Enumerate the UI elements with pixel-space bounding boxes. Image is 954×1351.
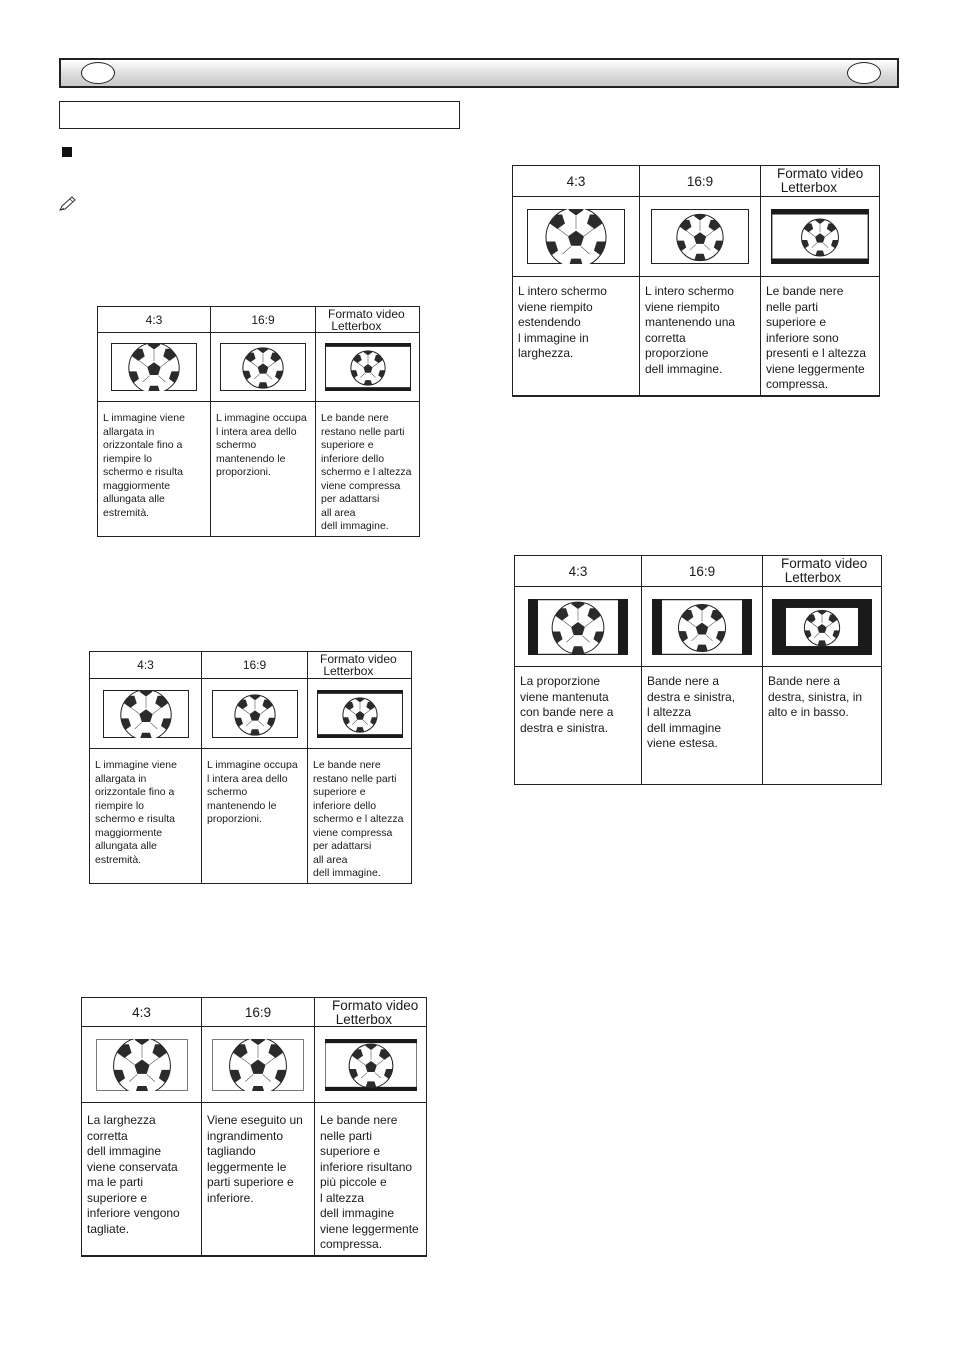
square-bullet-icon <box>62 147 72 157</box>
header-left-oval <box>81 62 115 84</box>
soccer-ball-screen-icon <box>652 599 752 655</box>
screen-letterbox <box>761 197 880 277</box>
soccer-ball-screen-icon <box>212 1039 304 1091</box>
soccer-ball-screen-icon <box>325 343 411 391</box>
caption-4-3: L intero schermo viene riempito estendendo l immagine in larghezza. <box>513 277 640 396</box>
soccer-ball-screen-icon <box>528 599 628 655</box>
caption-letterbox: Bande nere a destra, sinistra, in alto e in basso. <box>763 667 882 785</box>
format-table-1 <box>97 306 420 537</box>
screen-16-9 <box>640 197 761 277</box>
screen-4-3 <box>513 197 640 277</box>
caption-16-9: Viene eseguito un ingrandimento tagliando leggermente le parti superiore e inferiore. <box>202 1103 315 1256</box>
screen-16-9 <box>642 587 763 667</box>
header-4-3: 4:3 <box>515 556 642 587</box>
screen-letterbox <box>308 679 412 749</box>
soccer-ball-screen-icon <box>212 690 298 738</box>
soccer-ball-screen-icon <box>771 209 869 264</box>
caption-16-9: Bande nere a destra e sinistra, l altezza dell immagine viene estesa. <box>642 667 763 785</box>
caption-4-3: L immagine viene allargata in orizzontale fino a riempire lo schermo e risulta maggiormente allungata alle estremità. <box>90 749 202 884</box>
screen-4-3 <box>98 333 211 402</box>
header-letterbox: Formato video Letterbox <box>316 307 420 333</box>
pencil-note-icon <box>58 196 76 212</box>
header-16-9: 16:9 <box>202 998 315 1027</box>
soccer-ball-screen-icon <box>325 1039 417 1091</box>
caption-letterbox: Le bande nere nelle parti superiore e inferiore sono presenti e l altezza viene leggermente compressa. <box>761 277 880 396</box>
header-16-9: 16:9 <box>202 652 308 679</box>
format-table-4 <box>512 165 880 397</box>
screen-16-9 <box>202 1027 315 1103</box>
header-letterbox: Formato video Letterbox <box>761 166 880 197</box>
header-16-9: 16:9 <box>640 166 761 197</box>
soccer-ball-screen-icon <box>651 209 749 264</box>
screen-4-3 <box>82 1027 202 1103</box>
header-16-9: 16:9 <box>211 307 316 333</box>
header-4-3: 4:3 <box>82 998 202 1027</box>
header-letterbox: Formato video Letterbox <box>763 556 882 587</box>
header-4-3: 4:3 <box>98 307 211 333</box>
caption-16-9: L intero schermo viene riempito mantenendo una corretta proporzione dell immagine. <box>640 277 761 396</box>
header-letterbox: Formato video Letterbox <box>315 998 427 1027</box>
soccer-ball-screen-icon <box>527 209 625 264</box>
soccer-ball-screen-icon <box>111 343 197 391</box>
header-4-3: 4:3 <box>90 652 202 679</box>
screen-letterbox <box>763 587 882 667</box>
soccer-ball-screen-icon <box>772 599 872 655</box>
header-letterbox: Formato video Letterbox <box>308 652 412 679</box>
format-table-3 <box>81 997 427 1257</box>
caption-16-9: L immagine occupa l intera area dello schermo mantenendo le proporzioni. <box>202 749 308 884</box>
header-4-3: 4:3 <box>513 166 640 197</box>
header-right-oval <box>847 62 881 84</box>
screen-16-9 <box>202 679 308 749</box>
format-table-5 <box>514 555 882 785</box>
caption-4-3: L immagine viene allargata in orizzontale fino a riempire lo schermo e risulta maggiormente allungata alle estremità. <box>98 402 211 537</box>
format-table-2 <box>89 651 412 884</box>
section-title-box <box>59 101 460 129</box>
screen-16-9 <box>211 333 316 402</box>
screen-4-3 <box>515 587 642 667</box>
screen-letterbox <box>316 333 420 402</box>
soccer-ball-screen-icon <box>317 690 403 738</box>
caption-letterbox: Le bande nere restano nelle parti superiore e inferiore dello schermo e l altezza viene compressa per adattarsi all area dell immagine. <box>308 749 412 884</box>
caption-letterbox: Le bande nere nelle parti superiore e inferiore risultano più piccole e l altezza dell immagine viene leggermente compressa. <box>315 1103 427 1256</box>
caption-16-9: L immagine occupa l intera area dello schermo mantenendo le proporzioni. <box>211 402 316 537</box>
header-16-9: 16:9 <box>642 556 763 587</box>
soccer-ball-screen-icon <box>96 1039 188 1091</box>
caption-4-3: La larghezza corretta dell immagine viene conservata ma le parti superiore e inferiore vengono tagliate. <box>82 1103 202 1256</box>
screen-letterbox <box>315 1027 427 1103</box>
screen-4-3 <box>90 679 202 749</box>
caption-letterbox: Le bande nere restano nelle parti superiore e inferiore dello schermo e l altezza viene compressa per adattarsi all area dell immagine. <box>316 402 420 537</box>
soccer-ball-screen-icon <box>103 690 189 738</box>
caption-4-3: La proporzione viene mantenuta con bande nere a destra e sinistra. <box>515 667 642 785</box>
page-header-bar <box>59 58 899 88</box>
soccer-ball-screen-icon <box>220 343 306 391</box>
